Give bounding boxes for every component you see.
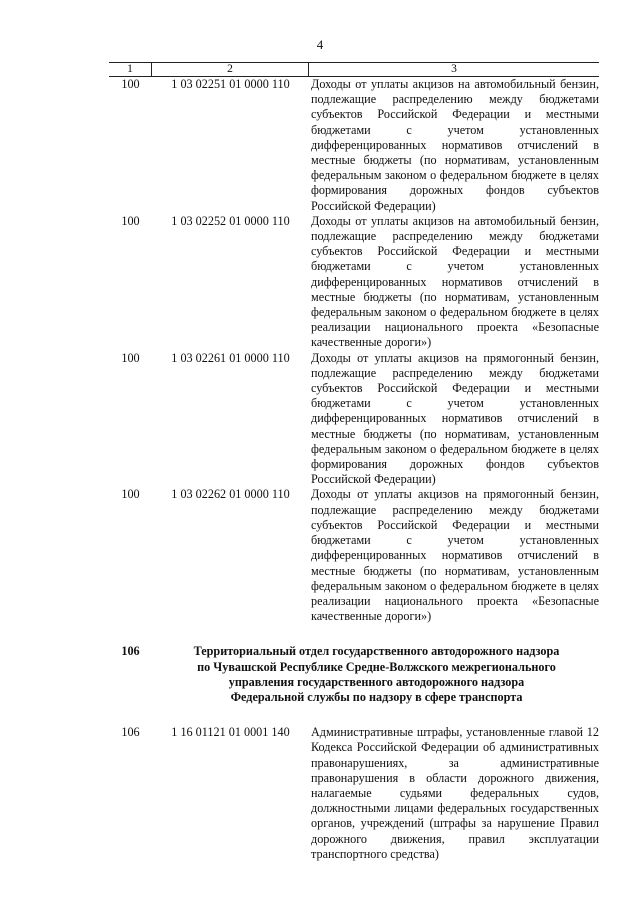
admin-code-cell: 100 (121, 350, 140, 365)
admin-code-cell: 100 (121, 77, 140, 91)
table-row (109, 725, 599, 862)
table-row (109, 214, 599, 351)
kbk-code-cell: 1 03 02261 01 0000 110 (171, 350, 290, 365)
table-row (109, 77, 599, 214)
admin-code-cell: 100 (121, 487, 140, 502)
description-cell: Доходы от уплаты акцизов на автомобильный бензин, подлежащие распределению между бюджетами субъектов Российской Федерации и местными бюджетами с учетом установленных дифференцированных нормативов отчислений в местные бюджеты (по нормативам, установленным федеральным законом о федеральном бюджете в целях реализации национального проекта «Безопасные качественные дороги») (311, 213, 599, 350)
section-title-line: управления государственного автодорожного надзора (228, 674, 525, 689)
table-row (109, 351, 599, 488)
table-row (109, 487, 599, 624)
kbk-code-cell: 1 03 02252 01 0000 110 (171, 213, 290, 228)
description-cell: Административные штрафы, установленные главой 12 Кодекса Российской Федерации об административных правонарушениях, за административные правонарушения в области дорожного движения, налагаемые судьями федеральных судов, должностными лицами федеральных государственных органов, учреждений (штрафы за нарушение Правил дорожного движения, правил эксплуатации транспортного средства) (311, 725, 599, 861)
income-codes-table (109, 62, 599, 862)
kbk-code-cell: 1 03 02262 01 0000 110 (171, 487, 290, 502)
section-admin-code: 106 (121, 644, 140, 659)
kbk-code-cell: 1 16 01121 01 0001 140 (171, 725, 290, 740)
section-title-line: Территориальный отдел государственного автодорожного надзора (193, 644, 560, 659)
column-header-3: 3 (451, 63, 457, 75)
description-cell: Доходы от уплаты акцизов на прямогонный бензин, подлежащие распределению между бюджетами субъектов Российской Федерации и местными бюджетами с учетом установленных дифференцированных нормативов отчислений в местные бюджеты (по нормативам, установленным федеральным законом о федеральном бюджете в целях реализации национального проекта «Безопасные качественные дороги») (311, 487, 599, 624)
section-title-line: по Чувашской Республике Средне-Волжского межрегионального (197, 659, 556, 674)
table-header-row (109, 62, 599, 77)
description-cell: Доходы от уплаты акцизов на прямогонный бензин, подлежащие распределению между бюджетами субъектов Российской Федерации и местными бюджетами с учетом установленных дифференцированных нормативов отчислений в местные бюджеты (по нормативам, установленным федеральным законом о федеральном бюджете в целях формирования дорожных фондов субъектов Российской Федерации) (311, 350, 599, 487)
section-title-line: Федеральной службы по надзору в сфере транспорта (230, 689, 523, 704)
section-heading-row (109, 644, 599, 705)
page-number: 4 (316, 37, 324, 52)
column-header-2: 2 (152, 63, 309, 76)
kbk-code-cell: 1 03 02251 01 0000 110 (171, 77, 290, 91)
admin-code-cell: 106 (121, 725, 140, 740)
column-header-1: 1 (109, 63, 152, 76)
section-title (152, 644, 599, 705)
description-cell: Доходы от уплаты акцизов на автомобильный бензин, подлежащие распределению между бюджетами субъектов Российской Федерации и местными бюджетами с учетом установленных дифференцированных нормативов отчислений в местные бюджеты (по нормативам, установленным федеральным законом о федеральном бюджете в целях формирования дорожных фондов субъектов Российской Федерации) (311, 77, 599, 213)
admin-code-cell: 100 (121, 213, 140, 228)
